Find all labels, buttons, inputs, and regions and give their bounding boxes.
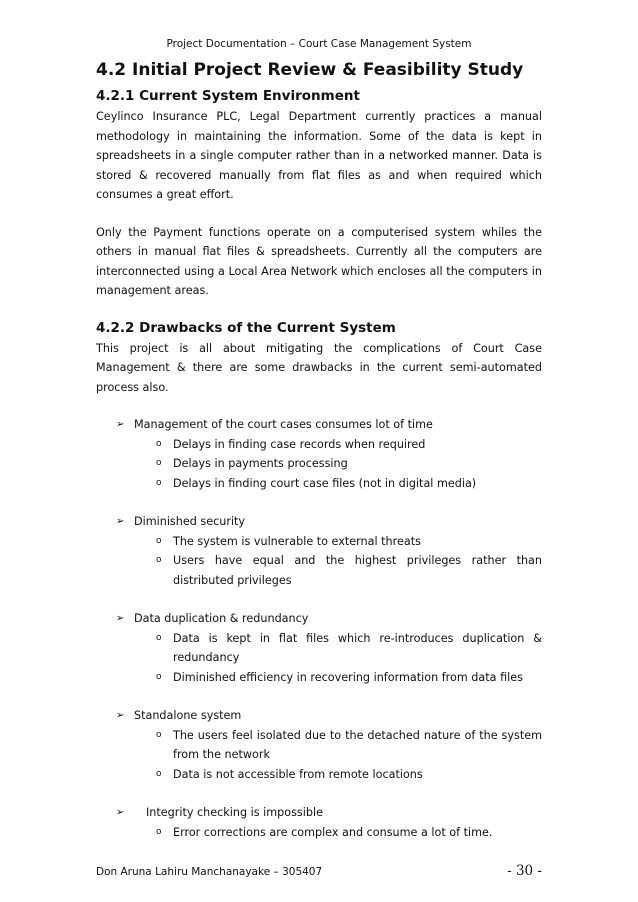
- list-item: [96, 609, 542, 629]
- sub-item-text: Data is kept in flat files which re-introduces duplication & redundancy: [173, 631, 542, 664]
- list-item: [96, 512, 542, 532]
- arrow-bullet-icon: ➢: [116, 807, 125, 818]
- sub-item-text: Diminished efficiency in recovering information from data files: [173, 670, 523, 684]
- circle-bullet-icon: o: [156, 729, 162, 740]
- drawback-group: [96, 706, 542, 784]
- circle-bullet-icon: o: [156, 632, 162, 643]
- paragraph-current-system-2: Only the Payment functions operate on a computerised system whiles the others in manual flat files & spreadsheets. Currently all the computers are interconnected using a Local Area Network which encloses all the computers in management areas.: [96, 225, 542, 297]
- sub-list-item: [96, 823, 542, 843]
- sub-list-item: [96, 454, 542, 474]
- drawback-group: [96, 609, 542, 687]
- sub-item-text: Delays in finding case records when required: [173, 437, 426, 451]
- circle-bullet-icon: o: [156, 826, 162, 837]
- sub-item-text: Delays in finding court case files (not in digital media): [173, 476, 477, 490]
- drawback-group: [96, 803, 542, 842]
- sub-list-item: [96, 629, 542, 668]
- bullet-label: Diminished security: [134, 515, 246, 528]
- arrow-bullet-icon: ➢: [116, 613, 125, 624]
- footer-author: Don Aruna Lahiru Manchanayake – 305407: [96, 866, 323, 878]
- page-header: Project Documentation – Court Case Management System: [166, 38, 472, 50]
- subsection-title-drawbacks: 4.2.2 Drawbacks of the Current System: [96, 319, 396, 336]
- paragraph-current-system-1: Ceylinco Insurance PLC, Legal Department currently practices a manual methodology in maintaining the information. Some of the data is kept in spreadsheets in a single computer rather than in a networked manner. Data is stored & recovered manually from flat files as and when required which consumes a great effort.: [96, 110, 542, 201]
- drawbacks-list: [96, 415, 542, 842]
- arrow-bullet-icon: ➢: [116, 419, 125, 430]
- sub-item-text: Delays in payments processing: [173, 457, 348, 470]
- circle-bullet-icon: o: [156, 438, 162, 449]
- page-content: [96, 57, 542, 861]
- circle-bullet-icon: o: [156, 555, 162, 565]
- circle-bullet-icon: o: [156, 535, 162, 546]
- circle-bullet-icon: o: [156, 671, 162, 682]
- drawback-group: [96, 512, 542, 590]
- circle-bullet-icon: o: [156, 768, 162, 779]
- sub-item-text: The users feel isolated due to the detached nature of the system from the network: [173, 728, 542, 761]
- page-footer: [96, 863, 542, 879]
- sub-item-text: Data is not accessible from remote locations: [173, 767, 423, 781]
- sub-list-item: [96, 435, 542, 455]
- sub-item-text: Error corrections are complex and consume a lot of time.: [173, 825, 493, 839]
- sub-list-item: [96, 765, 542, 785]
- section-title: 4.2 Initial Project Review & Feasibility Study: [96, 60, 524, 80]
- drawback-group: [96, 415, 542, 493]
- bullet-label: Management of the court cases consumes lot of time: [134, 418, 433, 431]
- sub-list-item: [96, 668, 542, 688]
- bullet-label: Data duplication & redundancy: [134, 612, 309, 625]
- sub-list-item: [96, 551, 542, 590]
- list-item: [96, 803, 542, 823]
- arrow-bullet-icon: ➢: [116, 516, 125, 527]
- arrow-bullet-icon: ➢: [116, 710, 125, 721]
- subsection-title-current-system: 4.2.1 Current System Environment: [96, 88, 360, 104]
- sub-list-item: [96, 474, 542, 494]
- circle-bullet-icon: o: [156, 477, 162, 488]
- bullet-label: Standalone system: [134, 709, 242, 722]
- list-item: [96, 706, 542, 726]
- paragraph-drawbacks-intro: This project is all about mitigating the complications of Court Case Management & there are some drawbacks in the current semi-automated process also.: [96, 341, 542, 394]
- sub-list-item: [96, 532, 542, 552]
- bullet-label: Integrity checking is impossible: [146, 806, 323, 819]
- sub-item-text: Users have equal and the highest privileges rather than distributed privileges: [173, 554, 542, 587]
- sub-item-text: The system is vulnerable to external threats: [173, 534, 421, 548]
- page-number: - 30 -: [507, 863, 542, 879]
- circle-bullet-icon: o: [156, 458, 162, 468]
- list-item: [96, 415, 542, 435]
- sub-list-item: [96, 726, 542, 765]
